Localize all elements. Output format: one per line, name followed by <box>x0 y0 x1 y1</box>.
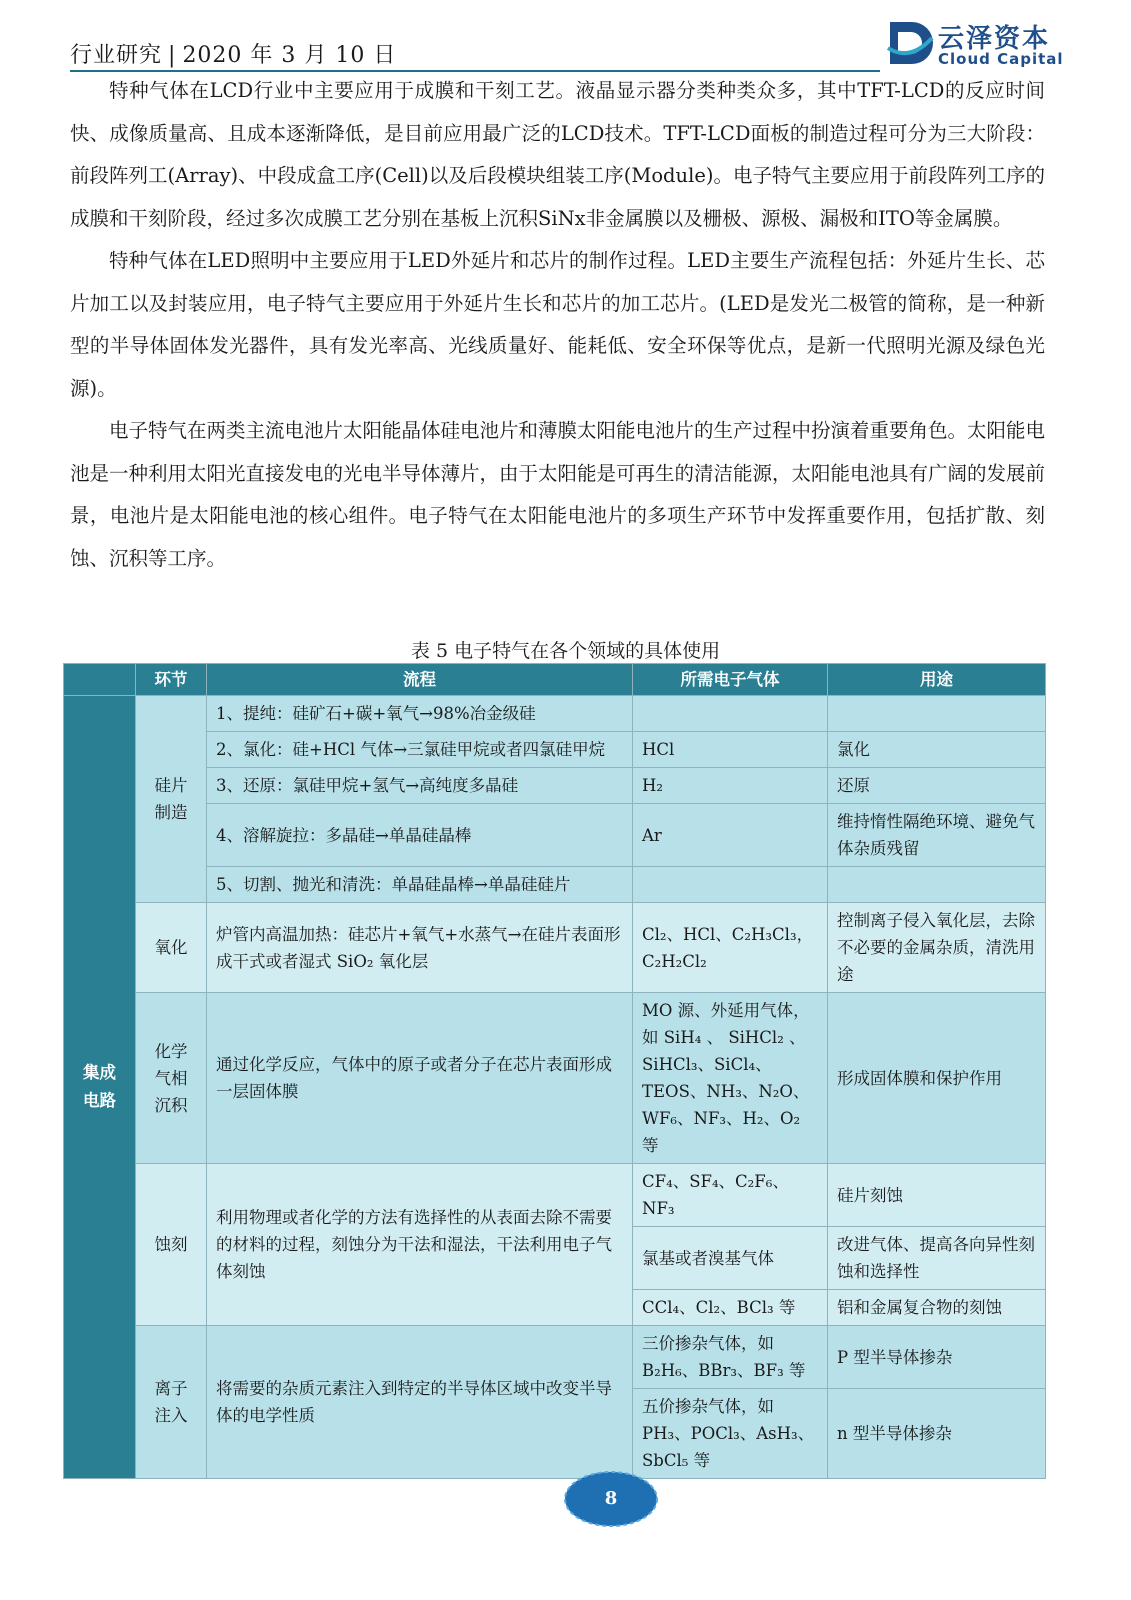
header-gas: 所需电子气体 <box>633 664 828 696</box>
gas-cell: 氯基或者溴基气体 <box>633 1227 828 1290</box>
header-blank <box>64 664 136 696</box>
report-header <box>70 38 396 69</box>
process-cell: 4、溶解旋拉：多晶硅→单晶硅晶棒 <box>207 804 633 867</box>
page-number-badge <box>563 1470 659 1528</box>
use-cell: n 型半导体掺杂 <box>828 1389 1046 1479</box>
gas-cell: Ar <box>633 804 828 867</box>
gas-cell: Cl₂、HCl、C₂H₃Cl₃，C₂H₂Cl₂ <box>633 903 828 993</box>
table-caption: 表 5 电子特气在各个领域的具体使用 <box>410 640 721 662</box>
gas-cell: H₂ <box>633 768 828 804</box>
logo-chinese-name: 云泽资本 <box>938 24 1051 54</box>
stage-cvd <box>136 993 207 1164</box>
gas-usage-table <box>63 663 1046 1479</box>
use-cell <box>828 696 1046 732</box>
use-cell: 氯化 <box>828 732 1046 768</box>
header-separator: | <box>168 43 177 68</box>
gas-cell <box>633 867 828 903</box>
stage-implant <box>136 1326 207 1479</box>
main-category-ic <box>64 696 136 1479</box>
table-row <box>64 1326 1046 1389</box>
stage-etch: 蚀刻 <box>136 1164 207 1326</box>
stage-oxidation: 氧化 <box>136 903 207 993</box>
paragraph-solar: 电子特气在两类主流电池片太阳能晶体硅电池片和薄膜太阳能电池片的生产过程中扮演着重要角色。太阳能电池是一种利用太阳光直接发电的光电半导体薄片，由于太阳能是可再生的清洁能源，太阳能电池具有广阔的发展前景，电池片是太阳能电池的核心组件。电子特气在太阳能电池片的多项生产环节中发挥重要作用，包括扩散、刻蚀、沉积等工序。 <box>70 419 1046 570</box>
process-cell: 2、氯化：硅+HCl 气体→三氯硅甲烷或者四氯硅甲烷 <box>207 732 633 768</box>
table-row <box>64 804 1046 867</box>
use-cell: P 型半导体掺杂 <box>828 1326 1046 1389</box>
gas-cell: 三价掺杂气体，如 B₂H₆、BBr₃、BF₃ 等 <box>633 1326 828 1389</box>
gas-cell: CCl₄、Cl₂、BCl₃ 等 <box>633 1290 828 1326</box>
process-cell: 1、提纯：硅矿石+碳+氧气→98%冶金级硅 <box>207 696 633 732</box>
paragraph-led: 特种气体在LED照明中主要应用于LED外延片和芯片的制作过程。LED主要生产流程包括：外延片生长、芯片加工以及封装应用，电子特气主要应用于外延片生长和芯片的加工芯片。(LED是发光二极管的简称，是一种新型的半导体固体发光器件，具有发光率高、光线质量好、能耗低、安全环保等优点，是新一代照明光源及绿色光源)。 <box>70 249 1045 400</box>
use-cell: 铝和金属复合物的刻蚀 <box>828 1290 1046 1326</box>
use-cell: 还原 <box>828 768 1046 804</box>
logo-mark-icon <box>886 18 934 68</box>
stage-label: 离子注入 <box>154 1379 188 1425</box>
use-cell <box>828 867 1046 903</box>
gas-cell: 五价掺杂气体，如 PH₃、POCl₃、AsH₃、SbCl₅ 等 <box>633 1389 828 1479</box>
header-section: 行业研究 <box>70 43 163 68</box>
table-header-row <box>64 664 1046 696</box>
company-logo <box>878 16 1078 72</box>
gas-cell: HCl <box>633 732 828 768</box>
table-row <box>64 867 1046 903</box>
header-process: 流程 <box>207 664 633 696</box>
table-row <box>64 993 1046 1164</box>
process-cell: 将需要的杂质元素注入到特定的半导体区域中改变半导体的电学性质 <box>207 1326 633 1479</box>
use-cell: 维持惰性隔绝环境、避免气体杂质残留 <box>828 804 1046 867</box>
table-row <box>64 732 1046 768</box>
gas-cell: CF₄、SF₄、C₂F₆、NF₃ <box>633 1164 828 1227</box>
process-cell: 3、还原：氯硅甲烷+氢气→高纯度多晶硅 <box>207 768 633 804</box>
main-category-label: 集成电路 <box>83 1063 116 1110</box>
stage-label: 化学气相沉积 <box>154 1041 188 1115</box>
header-date: 2020 年 3 月 10 日 <box>182 43 397 68</box>
stage-silicon <box>136 696 207 903</box>
gas-cell <box>633 696 828 732</box>
process-cell: 通过化学反应，气体中的原子或者分子在芯片表面形成一层固体膜 <box>207 993 633 1164</box>
body-text <box>70 70 1045 580</box>
gas-cell: MO 源、外延用气体，如 SiH₄ 、 SiHCl₂ 、SiHCl₃、SiCl₄、TEOS、NH₃、N₂O、WF₆、NF₃、H₂、O₂ 等 <box>633 993 828 1164</box>
use-cell: 形成固体膜和保护作用 <box>828 993 1046 1164</box>
process-cell: 炉管内高温加热：硅芯片+氧气+水蒸气→在硅片表面形成干式或者湿式 SiO₂ 氧化层 <box>207 903 633 993</box>
process-cell: 利用物理或者化学的方法有选择性的从表面去除不需要的材料的过程，刻蚀分为干法和湿法，干法利用电子气体刻蚀 <box>207 1164 633 1326</box>
table-row <box>64 696 1046 732</box>
use-cell: 改进气体、提高各向异性刻蚀和选择性 <box>828 1227 1046 1290</box>
process-cell: 5、切割、抛光和清洗：单晶硅晶棒→单晶硅硅片 <box>207 867 633 903</box>
paragraph-lcd: 特种气体在LCD行业中主要应用于成膜和干刻工艺。液晶显示器分类种类众多，其中TFT-LCD的反应时间快、成像质量高、且成本逐渐降低，是目前应用最广泛的LCD技术。TFT-LCD面板的制造过程可分为三大阶段：前段阵列工(Array)、中段成盒工序(Cell)以及后段模块组装工序(Module)。电子特气主要应用于前段阵列工序的成膜和干刻阶段，经过多次成膜工艺分别在基板上沉积SiNx非金属膜以及栅极、源极、漏极和ITO等金属膜。 <box>70 79 1045 230</box>
page-number: 8 <box>604 1488 618 1509</box>
header-use: 用途 <box>828 664 1046 696</box>
logo-english-name: Cloud Capital <box>938 50 1064 68</box>
table-row <box>64 903 1046 993</box>
header-stage: 环节 <box>136 664 207 696</box>
use-cell: 控制离子侵入氧化层，去除不必要的金属杂质，清洗用途 <box>828 903 1046 993</box>
table-row <box>64 1164 1046 1227</box>
stage-label: 硅片制造 <box>154 776 188 822</box>
use-cell: 硅片刻蚀 <box>828 1164 1046 1227</box>
table-row <box>64 768 1046 804</box>
